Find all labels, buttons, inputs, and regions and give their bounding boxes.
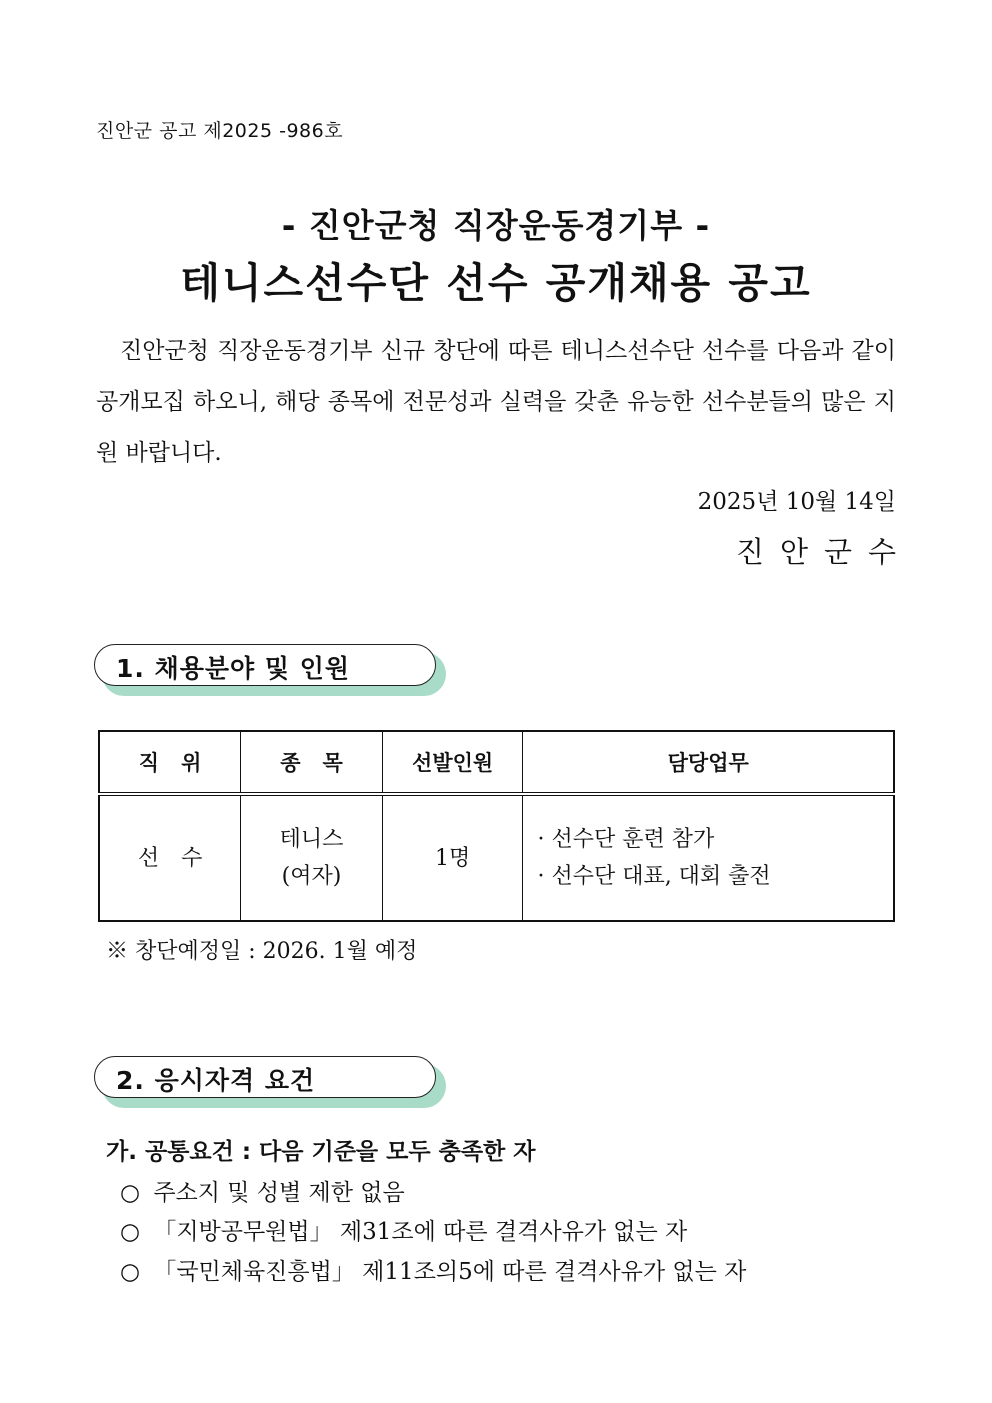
duty-item: · 선수단 대표, 대회 출전 [537, 864, 771, 889]
sport-name: 테니스 [279, 827, 344, 852]
header-duty: 담당업무 [523, 731, 894, 794]
header-count: 선발인원 [382, 731, 523, 794]
table-header-row [99, 731, 894, 794]
table-row [99, 794, 894, 921]
header-position: 직위 [99, 731, 241, 794]
intro-paragraph: 진안군청 직장운동경기부 신규 창단에 따른 테니스선수단 선수를 다음과 같이 공개모집 하오니, 해당 종목에 전문성과 실력을 갖춘 유능한 선수분들의 많은 지원 바랍니다. [96, 338, 896, 466]
recruitment-table [98, 730, 895, 922]
section-1-title: 1. 채용분야 및 인원 [116, 654, 351, 683]
requirement-text: 주소지 및 성별 제한 없음 [153, 1180, 405, 1206]
cell-count: 1명 [382, 794, 523, 921]
section-2-heading [94, 1056, 438, 1100]
notice-number: 진안군 공고 제2025 -986호 [96, 120, 344, 142]
list-item [120, 1174, 405, 1207]
founding-note: ※ 창단예정일 : 2026. 1월 예정 [106, 939, 418, 964]
notice-date: 2025년 10월 14일 [697, 489, 896, 515]
duty-item: · 선수단 훈련 참가 [537, 827, 715, 852]
title-line-2: 테니스선수단 선수 공개채용 공고 [180, 259, 812, 307]
list-item [120, 1253, 746, 1286]
circle-bullet-icon: ○ [120, 1219, 141, 1245]
cell-sport [241, 794, 383, 921]
requirement-text: 「지방공무원법」 제31조에 따른 결격사유가 없는 자 [153, 1219, 688, 1245]
common-requirements-title: 가. 공통요건 : 다음 기준을 모두 충족한 자 [106, 1139, 536, 1165]
section-1-heading [94, 644, 438, 688]
signer: 진안군수 [735, 535, 912, 569]
list-item [120, 1213, 687, 1246]
title-line-1: - 진안군청 직장운동경기부 - [281, 206, 711, 245]
sport-gender: (여자) [281, 864, 342, 889]
section-2-title: 2. 응시자격 요건 [116, 1066, 316, 1095]
requirement-text: 「국민체육진흥법」 제11조의5에 따른 결격사유가 없는 자 [153, 1259, 747, 1285]
circle-bullet-icon: ○ [120, 1259, 141, 1285]
header-sport: 종목 [241, 731, 383, 794]
cell-duty [523, 794, 894, 921]
cell-position: 선수 [99, 794, 241, 921]
circle-bullet-icon: ○ [120, 1180, 141, 1206]
